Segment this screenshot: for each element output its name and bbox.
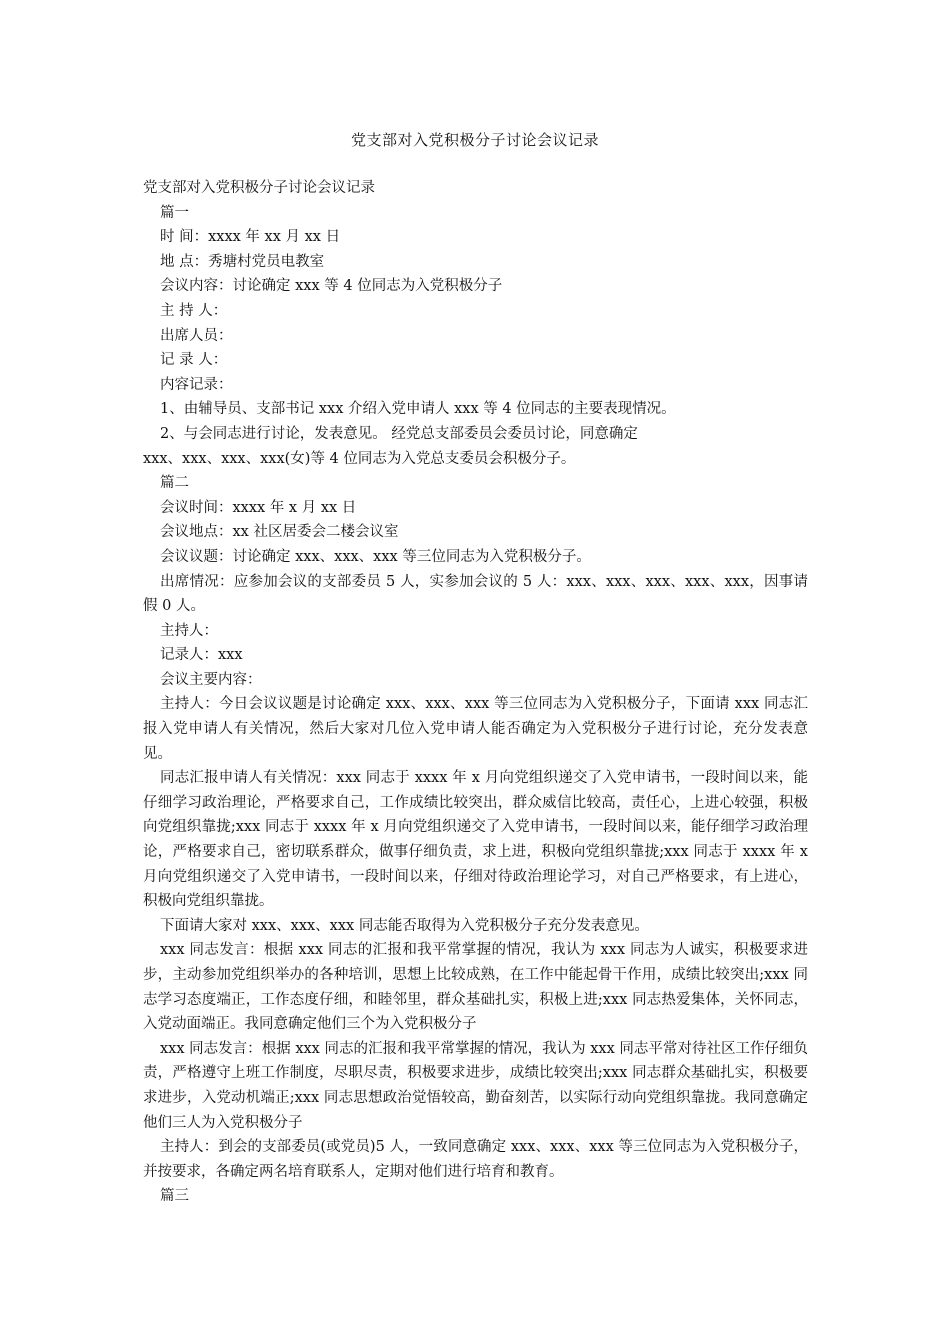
part2-paragraph-conclusion: 主持人：到会的支部委员(或党员)5 人，一致同意确定 xxx、xxx、xxx 等三位同志为入党积极分子，并按要求，各确定两名培育联系人，定期对他们进行培育和教育。: [143, 1139, 808, 1180]
part2-main-content: 会议主要内容：: [160, 671, 262, 688]
part1-time: 时 间：xxxx 年 xx 月 xx 日: [160, 229, 341, 246]
part1-heading: 篇一: [160, 204, 189, 221]
part1-place: 地 点：秀塘村党员电教室: [160, 253, 325, 270]
document-body: [143, 176, 808, 1209]
part2-place: 会议地点：xx 社区居委会二楼会议室: [160, 524, 399, 541]
part2-time: 会议时间：xxxx 年 x 月 xx 日: [160, 499, 357, 516]
part1-content: 会议内容：讨论确定 xxx 等 4 位同志为入党积极分子: [160, 278, 503, 295]
part2-topic: 会议议题：讨论确定 xxx、xxx、xxx 等三位同志为入党积极分子。: [160, 548, 591, 565]
part1-recorder: 记 录 人：: [160, 352, 228, 369]
intro-title: 党支部对入党积极分子讨论会议记录: [143, 180, 375, 196]
part1-attendees: 出席人员：: [160, 327, 233, 344]
part1-item2-b: xxx、xxx、xxx、xxx(女)等 4 位同志为入党总支委员会积极分子。: [143, 450, 576, 467]
part3-heading: 篇三: [160, 1188, 189, 1205]
part1-item2-a: 2、与会同志进行讨论，发表意见。 经党总支部委员会委员讨论，同意确定: [160, 425, 638, 442]
part2-paragraph-invite: 下面请大家对 xxx、xxx、xxx 同志能否取得为入党积极分子充分发表意见。: [160, 917, 649, 934]
part2-paragraph-speech-1: xxx 同志发言：根据 xxx 同志的汇报和我平常掌握的情况，我认为 xxx 同志为人诚实，积极要求进步，主动参加党组织举办的各种培训，思想上比较成熟，在工作中能起骨干作用，成绩比较突出;xxx 同志学习态度端正，工作态度仔细，和睦邻里，群众基础扎实，积极上进;xxx 同志热爱集体，关怀同志，入党动面端正。我同意确定他们三个为入党积极分子: [143, 942, 808, 1033]
part2-paragraph-host-opening: 主持人：今日会议议题是讨论确定 xxx、xxx、xxx 等三位同志为入党积极分子，下面请 xxx 同志汇报入党申请人有关情况，然后大家对几位入党申请人能否确定为入党积极分子进行讨论，充分发表意见。: [143, 696, 808, 762]
part1-record: 内容记录：: [160, 376, 233, 393]
part2-recorder: 记录人：xxx: [160, 647, 243, 664]
part1-host: 主 持 人：: [160, 302, 228, 319]
part2-heading: 篇二: [160, 475, 189, 492]
document-title: 党支部对入党积极分子讨论会议记录: [350, 131, 599, 149]
part1-item1: 1、由辅导员、支部书记 xxx 介绍入党申请人 xxx 等 4 位同志的主要表现情况。: [160, 401, 676, 418]
part2-attendance: 出席情况：应参加会议的支部委员 5 人，实参加会议的 5 人：xxx、xxx、xxx、xxx、xxx，因事请假 0 人。: [143, 573, 808, 615]
part2-paragraph-report: 同志汇报申请人有关情况：xxx 同志于 xxxx 年 x 月向党组织递交了入党申请书，一段时间以来，能仔细学习政治理论，严格要求自己，工作成绩比较突出，群众威信比较高，责任心，上进心较强，积极向党组织靠拢;xxx 同志于 xxxx 年 x 月向党组织递交了入党申请书，一段时间以来，能仔细学习政治理论，严格要求自己，密切联系群众，做事仔细负责，求上进，积极向党组织靠拢;xxx 同志于 xxxx 年 x 月向党组织递交了入党申请书，一段时间以来，仔细对待政治理论学习，对自己严格要求，有上进心，积极向党组织靠拢。: [143, 770, 808, 910]
part2-host: 主持人：: [160, 622, 218, 639]
part2-paragraph-speech-2: xxx 同志发言：根据 xxx 同志的汇报和我平常掌握的情况，我认为 xxx 同志平常对待社区工作仔细负责，严格遵守上班工作制度，尽职尽责，积极要求进步，成绩比较突出;xxx 同志群众基础扎实，积极要求进步，入党动机端正;xxx 同志思想政治觉悟较高，勤奋刻苦，以实际行动向党组织靠拢。我同意确定他们三人为入党积极分子: [143, 1040, 808, 1131]
